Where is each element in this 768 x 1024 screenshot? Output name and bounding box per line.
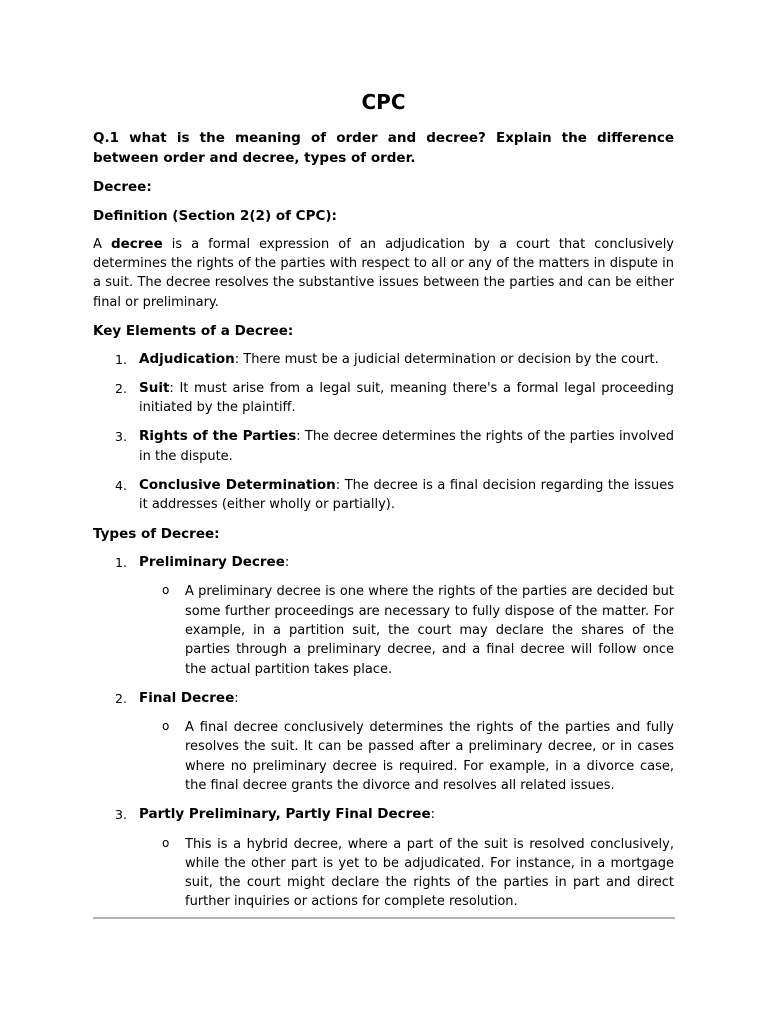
sub-list	[139, 835, 674, 912]
list-number: 1.	[115, 555, 127, 571]
sub-list-item	[139, 835, 674, 912]
sub-list	[139, 582, 674, 678]
bullet-icon: o	[162, 835, 170, 850]
sub-list-text: This is a hybrid decree, where a part of the suit is resolved conclusively, while the other part is yet to be adjudicated. For instance, in a mortgage suit, the court might declare the rights of the parties in part and direct further inquiries or actions for complete resolution.	[185, 836, 674, 910]
types-list	[93, 553, 674, 911]
list-suffix: :	[430, 807, 435, 823]
list-term: Suit	[139, 380, 170, 397]
sub-list	[139, 718, 674, 795]
sub-list-text: A preliminary decree is one where the rights of the parties are decided but some further proceedings are necessary to fully dispose of the matter. For example, in a partition suit, the court may declare the shares of the parties through a preliminary decree, and a final decree will follow once the actual partition takes place.	[185, 584, 674, 677]
definition-text: is a formal expression of an adjudication by a court that conclusively determines the rights of the parties with respect to all or any of the matters in dispute in a suit. The decree resolves the substantive issues between the parties and can be either final or preliminary.	[93, 237, 674, 310]
list-term: Conclusive Determination	[139, 476, 336, 493]
list-term: Rights of the Parties	[139, 428, 297, 445]
list-item	[93, 476, 674, 514]
sub-list-text: A final decree conclusively determines the rights of the parties and fully resolves the suit. It can be passed after a preliminary decree, or in cases where no preliminary decree is required. For example, in a divorce case, the final decree grants the divorce and resolves all related issues.	[185, 720, 674, 794]
sub-list-item	[139, 718, 674, 795]
document-page	[93, 88, 674, 922]
list-text: : There must be a judicial determination or decision by the court.	[234, 351, 659, 367]
definition-heading: Definition (Section 2(2) of CPC):	[93, 208, 337, 224]
sub-list-item	[139, 582, 674, 678]
bullet-icon: o	[162, 719, 170, 734]
list-term: Preliminary Decree	[139, 554, 285, 571]
document-title: CPC	[361, 90, 406, 114]
types-heading: Types of Decree:	[93, 526, 220, 543]
list-number: 1.	[115, 351, 127, 367]
list-number: 3.	[115, 429, 127, 445]
definition-paragraph	[93, 235, 674, 312]
decree-heading: Decree:	[93, 179, 152, 195]
page-divider	[93, 917, 675, 919]
list-item	[93, 805, 674, 911]
list-item	[93, 350, 674, 369]
list-term: Final Decree	[139, 689, 235, 706]
bullet-icon: o	[162, 583, 170, 598]
list-number: 2.	[115, 381, 127, 397]
list-number: 3.	[115, 807, 127, 823]
list-text: : The decree determines the rights of the parties involved in the dispute.	[139, 429, 675, 464]
list-suffix: :	[234, 690, 239, 706]
list-item	[93, 427, 674, 465]
question-heading: Q.1 what is the meaning of order and decree? Explain the difference between order and decree, types of order.	[93, 130, 674, 166]
definition-prefix: A	[93, 237, 111, 252]
list-number: 2.	[115, 690, 127, 706]
list-term: Adjudication	[139, 350, 235, 367]
list-text: : The decree is a final decision regarding the issues it addresses (either wholly or partially).	[139, 477, 674, 513]
definition-term: decree	[110, 236, 163, 252]
list-number: 4.	[115, 477, 127, 493]
list-item	[93, 379, 674, 417]
key-elements-list	[93, 350, 674, 514]
list-item	[93, 553, 674, 679]
key-elements-heading: Key Elements of a Decree:	[93, 322, 294, 339]
list-suffix: :	[284, 555, 290, 571]
list-item	[93, 689, 674, 795]
list-term: Partly Preliminary, Partly Final Decree	[139, 806, 431, 823]
list-text: : It must arise from a legal suit, meaning there's a formal legal proceeding initiated by the plaintiff.	[139, 381, 674, 416]
